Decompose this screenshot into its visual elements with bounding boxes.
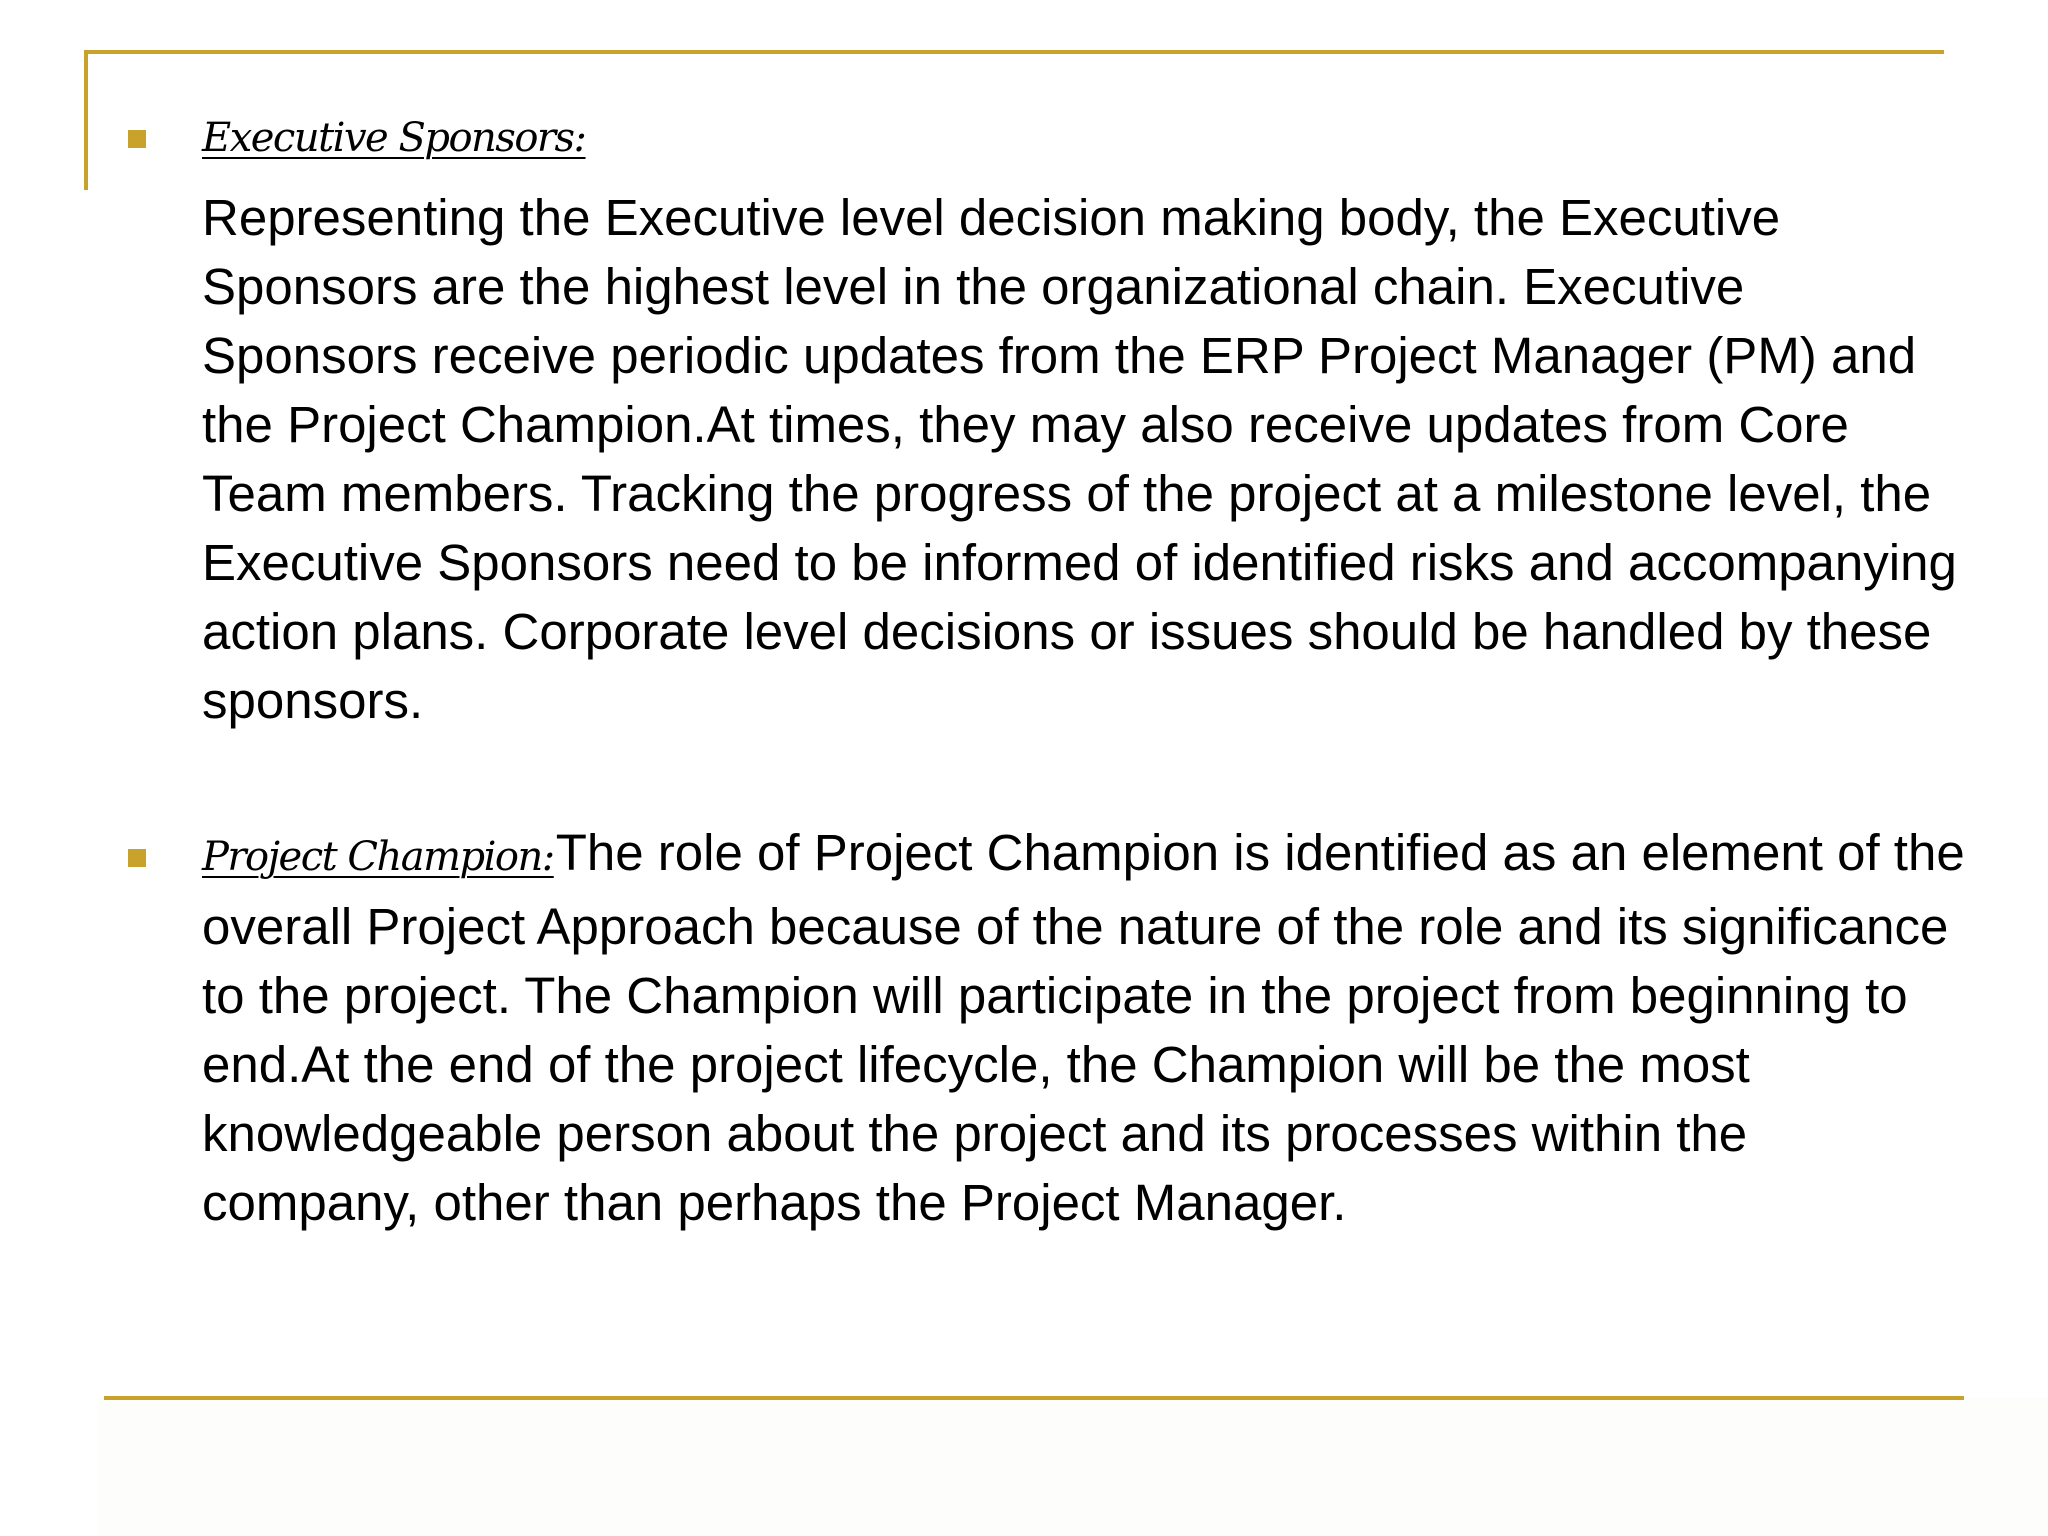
- square-bullet-icon: [128, 130, 146, 148]
- project-champion-heading: Project Champion:: [202, 834, 554, 880]
- executive-sponsors-heading: Executive Sponsors:: [202, 115, 586, 161]
- project-champion-item: [202, 818, 1972, 1237]
- footer-area: [98, 1398, 2048, 1536]
- bottom-accent-rule: [104, 1396, 1964, 1400]
- project-champion-description: The role of Project Champion is identified as an element of the overall Project Approach because of the nature of the role and its significance to the project. The Champion will participate in the project from beginning to end.At the end of the project lifecycle, the Champion will be the most knowledgeable person about the project and its processes within the company, other than perhaps the Project Manager.: [202, 824, 1965, 1231]
- left-accent-rule: [84, 50, 88, 190]
- executive-sponsors-description: Representing the Executive level decision making body, the Executive Sponsors are the highest level in the organizational chain. Executive Sponsors receive periodic updates from the ERP Project Manager (PM) and the Project Champion.At times, they may also receive updates from Core Team members. Tracking the progress of the project at a milestone level, the Executive Sponsors need to be informed of identified risks and accompanying action plans. Corporate level decisions or issues should be handled by these sponsors.: [202, 189, 1957, 729]
- top-accent-rule: [84, 50, 1944, 54]
- square-bullet-icon: [128, 849, 146, 867]
